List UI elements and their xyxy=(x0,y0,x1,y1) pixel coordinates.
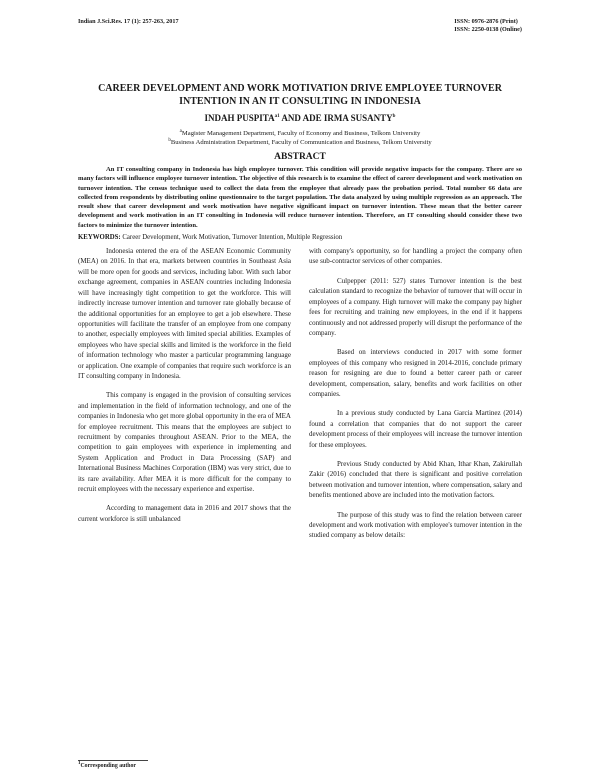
author-2: ADE IRMA SUSANTY xyxy=(302,113,393,123)
keywords-label: KEYWORDS: xyxy=(78,234,121,242)
paper-title xyxy=(78,82,522,108)
issn-online: ISSN: 2250-0138 (Online) xyxy=(454,26,522,33)
keywords-text: Career Development, Work Motivation, Turnover Intention, Multiple Regression xyxy=(120,234,343,242)
author-1-sup: a1 xyxy=(274,114,280,119)
abstract-heading: ABSTRACT xyxy=(274,152,326,162)
footnote xyxy=(78,763,136,769)
affiliation-b-text: Business Administration Department, Faculty of Communication and Business, Telkom University xyxy=(170,139,432,146)
left-column xyxy=(78,246,291,550)
running-header xyxy=(78,18,522,34)
body-paragraph: In a previous study conducted by Lana Garcia Martinez (2014) found a correlation that companies that do not support the career development process of their employees will increase the turnover intention for these employees. xyxy=(309,409,522,449)
title-line-1: CAREER DEVELOPMENT AND WORK MOTIVATION DRIVE EMPLOYEE TURNOVER xyxy=(98,83,502,94)
body-paragraph: with company's opportunity, so for handling a project the company often use sub-contractor services of other companies. xyxy=(309,247,522,266)
title-line-2: INTENTION IN AN IT CONSULTING IN INDONESIA xyxy=(179,96,421,107)
body-paragraph: Culpepper (2011: 527) states Turnover intention is the best calculation standard to recognize the behavior of turnover that will occur in employees of a company. High turnover will make the company pay higher fees for recruiting and training new employees, in the end if it happens continuously and not addressed properly will disrupt the performance of the company. xyxy=(309,276,522,337)
affiliation-a xyxy=(78,129,522,138)
body-paragraph: Previous Study conducted by Abid Khan, Ithar Khan, Zakirullah Zakir (2016) concluded that there is significant and positive correlation between motivation and turnover intention, where compensation, salary and benefits mentioned above are included into the motivation factors. xyxy=(309,459,522,500)
affiliation-a-sup: a xyxy=(179,128,182,134)
issn-block xyxy=(454,18,522,34)
footnote-text: Corresponding author xyxy=(80,763,136,769)
abstract-text: An IT consulting company in Indonesia has high employee turnover. This condition will provide negative impacts for the company. There are so many factors will influence employee turnover intention. The objective of this research is to examine the effect of career development and work motivation on turnover intention. The census technique used to collect the data from the employee that already pass the probation period. Total number 66 data are collected from respondents by distributing online questionnaire to the target population. The data analyzed by using multiple regression as an approach. The result show that career development and work motivation have negative significant impact on turnover intention. These mean that the better career development and work motivation in an IT consulting in Indonesia will reduce turnover intention. Therefore, an IT consulting should consider these two factors to minimize the turnover intention. xyxy=(78,166,522,229)
issn-print: ISSN: 0976-2876 (Print) xyxy=(454,18,518,25)
keywords xyxy=(78,233,522,242)
author-conj: AND xyxy=(279,113,303,123)
body-paragraph: This company is engaged in the provision of consulting services and implementation in the field of information technology, and one of the companies in Indonesia who get more global opportunity in the era of MEA for employee recruitment. This means that the employees are subject to recruitment by companies throughout ASEAN. Prior to the MEA, the competition to gain employees with experience in implementing and System Application and Product in Data Processing (SAP) and International Business Machines Corporation (IBM) was very strict, due to its rare availability. After MEA it is more difficult for the company to recruit employees with the necessary experience and expertise. xyxy=(78,391,291,494)
body-paragraph: Based on interviews conducted in 2017 with some former employees of this company who resigned in 2014-2016, conclude primary reason for resigning are due to found a better career path or career development, compensation, salary, benefits and work facilities on other companies. xyxy=(309,348,522,398)
affiliation-b xyxy=(78,138,522,147)
footnote-sup: 1 xyxy=(78,761,81,767)
right-column xyxy=(309,246,522,550)
affiliations xyxy=(78,129,522,147)
journal-citation: Indian J.Sci.Res. 17 (1): 257-263, 2017 xyxy=(78,18,179,25)
author-2-sup: b xyxy=(392,114,396,119)
footnote-rule xyxy=(78,760,148,761)
body-paragraph: According to management data in 2016 and 2017 shows that the current workforce is still unbalanced xyxy=(78,504,291,523)
body-columns xyxy=(78,246,522,550)
body-paragraph: Indonesia entered the era of the ASEAN Economic Community (MEA) on 2016. In that era, markets between countries in Southeast Asia will be more open for goods and services, including labor. With such labor exchange agreement, companies in ASEAN countries including Indonesia will have increasingly tight competition to get the workforce. This will indirectly increase turnover intention and turnover rate globally because of the additional opportunities for an employee to get a job elsewhere. These opportunities will facilitate the transfer of an employee from one company to another, especially employees with limited special abilities. Examples of employees who have special skills and limited is the workforce in the field of information technology who master a particular programming language or application. One example of companies that require such workforce is an IT consulting company in Indonesia. xyxy=(78,247,291,380)
affiliation-a-text: Magister Management Department, Faculty of Economy and Business, Telkom University xyxy=(181,130,421,137)
author-1: INDAH PUSPITA xyxy=(204,113,275,123)
affiliation-b-sup: b xyxy=(168,137,171,143)
body-paragraph: The purpose of this study was to find the relation between career development and work motivation with employee's turnover intention in the studied company as below details: xyxy=(309,510,522,540)
author-line xyxy=(78,112,522,124)
